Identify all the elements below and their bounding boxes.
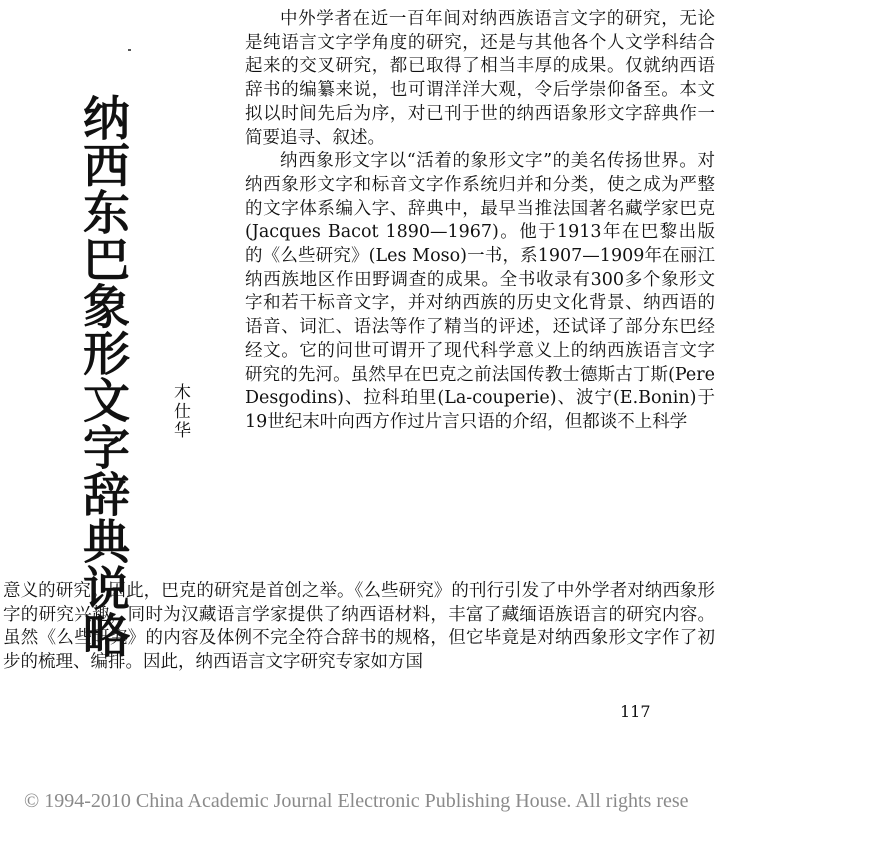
paragraph-intro: 中外学者在近一百年间对纳西族语言文字的研究，无论是纯语言文字学角度的研究，还是与其他各个人文学科结合起来的交叉研究，都已取得了相当丰厚的成果。仅就纳西语辞书的编纂来说，也可谓洋洋大观，令后学崇仰备至。本文拟以时间先后为序，对已刊于世的纳西语象形文字辞典作一简要追寻、叙述。 <box>245 9 715 148</box>
paragraph-bacot-continued: 意义的研究。因此，巴克的研究是首创之举。《么些研究》的刊行引发了中外学者对纳西象形字的研究兴趣，同时为汉藏语言学家提供了纳西语材料，丰富了藏缅语族语言的研究内容。虽然《么些研究》的内容及体例不完全符合辞书的规格，但它毕竟是对纳西象形文字作了初步的梳理、编排。因此，纳西语言文字研究专家如方国 <box>3 581 715 673</box>
article-title: 纳西东巴象形文字辞典说略 <box>75 94 130 658</box>
body-full-width <box>3 580 715 675</box>
body-column <box>245 8 715 435</box>
copyright-footer: © 1994-2010 China Academic Journal Electronic Publishing House. All rights rese <box>24 790 689 812</box>
paragraph-bacot: 纳西象形文字以“活着的象形文字”的美名传扬世界。对纳西象形文字和标音文字作系统归并和分类，使之成为严整的文字体系编入字、辞典中，最早当推法国著名藏学家巴克(Jacques Bacot 1890—1967)。他于1913年在巴黎出版的《么些研究》(Les Moso)一书，系1907—1909年在丽江纳西族地区作田野调查的成果。全书收录有300多个象形文字和若干标音文字，并对纳西族的历史文化背景、纳西语的语音、词汇、语法等作了精当的评述，还试译了部分东巴经经文。它的问世可谓开了现代科学意义上的纳西族语言文字研究的先河。虽然早在巴克之前法国传教士德斯古丁斯(Pere Desgodins)、拉科珀里(La-couperie)、波宁(E.Bonin)于19世纪末叶向西方作过片言只语的介绍，但都谈不上科学 <box>245 151 715 432</box>
scan-speck <box>128 49 131 51</box>
author-name: 木仕华 <box>170 383 190 440</box>
page-number: 117 <box>620 702 651 721</box>
